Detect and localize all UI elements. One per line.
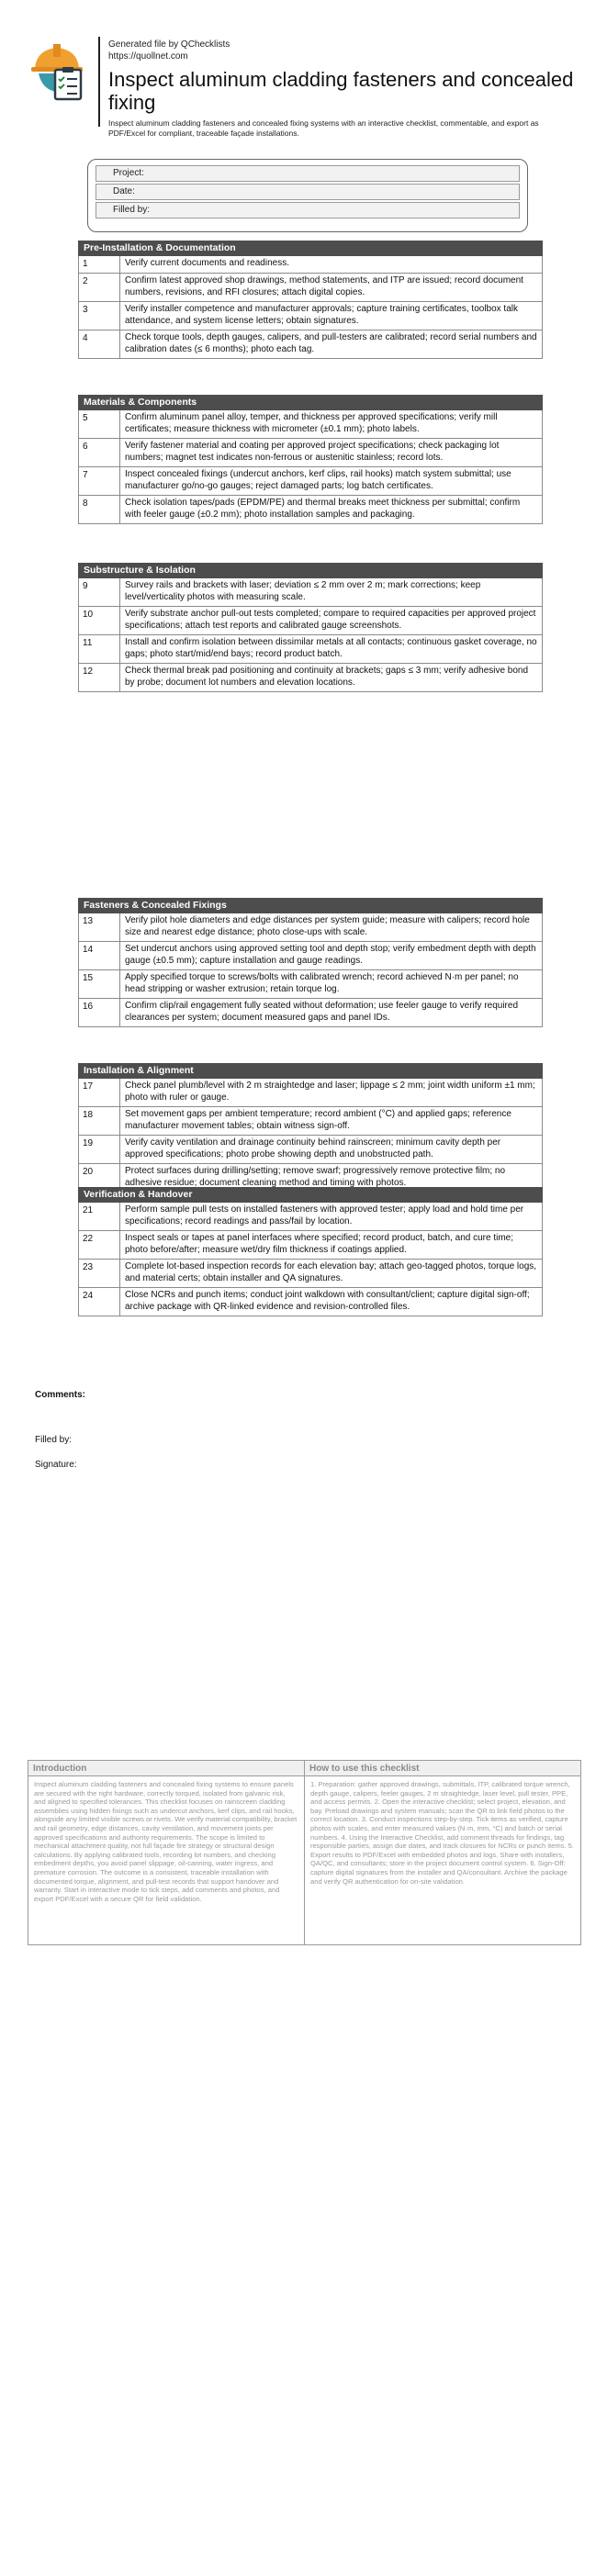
item-text: Verify substrate anchor pull-out tests completed; compare to required capacities per approved project specifications; attach test reports and calibrated gauge screenshots. [125, 609, 536, 631]
date-field[interactable]: Date: [96, 184, 520, 200]
checklist-section [78, 1187, 543, 1316]
checklist-item[interactable] [78, 1079, 543, 1107]
checklist-item[interactable] [78, 578, 543, 607]
item-number: 11 [79, 635, 120, 663]
item-number: 23 [79, 1260, 120, 1287]
item-number: 7 [79, 467, 120, 495]
comments-label: Comments: [35, 1390, 86, 1400]
item-text: Confirm clip/rail engagement fully seated without deformation; use feeler gauge to verify required clearances per system; document measured gaps and panel IDs. [125, 1001, 519, 1023]
item-number: 20 [79, 1164, 120, 1192]
checklist-item[interactable] [78, 635, 543, 664]
item-number: 14 [79, 942, 120, 969]
checklist-item[interactable] [78, 274, 543, 302]
item-number: 17 [79, 1079, 120, 1106]
item-text: Inspect concealed fixings (undercut anchors, kerf clips, rail hooks) match system submittal; use manufacturer go/no-go gauges; reject damaged parts; log batch certificates. [125, 469, 511, 491]
section-heading: Installation & Alignment [78, 1063, 543, 1079]
section-heading: Materials & Components [78, 395, 543, 410]
checklist-item[interactable] [78, 913, 543, 942]
project-field[interactable]: Project: [96, 165, 520, 182]
checklist-item[interactable] [78, 1136, 543, 1164]
item-text: Verify cavity ventilation and drainage continuity behind rainscreen; minimum cavity depth per approved specifications; photo probe showing depth and unobstructed path. [125, 1137, 501, 1159]
header-divider [98, 37, 100, 127]
item-text: Survey rails and brackets with laser; deviation ≤ 2 mm over 2 m; mark corrections; keep level/verticality photos with measuring scale. [125, 580, 481, 602]
header-text [108, 39, 577, 139]
section-heading: Substructure & Isolation [78, 563, 543, 578]
howto-text: 1. Preparation: gather approved drawings, submittals, ITP, calibrated torque wrench, depth gauge, calipers, feeler gauges, 2 m straightedge, laser level, pull tester, PPE, and access permits. 2. Open the interactive checklist; select project, elevation, and bay. Preload drawings and system manuals; scan the QR to link field photos to the correct location. 3. Conduct inspections step-by-step. Tick items as verified, capture photos with scales, and enter measured values (N·m, mm, °C) and batch or serial numbers. 4. Using the Interactive Checklist, add comment threads for findings, tag responsible parties, assign due dates, and track closures for NCRs or punch items. 5. Export results to PDF/Excel with embedded photos and logs. Share with installers, QA/QC, and consultants; store in the project document control system. 6. Sign-Off: capture digital signatures from the installer and QA/consultant. Archive the package and verify QR authentication for on-site validation. [310, 1780, 575, 1886]
checklist-item[interactable] [78, 496, 543, 524]
item-number: 16 [79, 999, 120, 1026]
checklist-section [78, 563, 543, 692]
checklist-item[interactable] [78, 302, 543, 330]
item-number: 12 [79, 664, 120, 691]
signature-label: Signature: [35, 1460, 77, 1470]
section-heading: Pre-Installation & Documentation [78, 241, 543, 256]
item-text: Check isolation tapes/pads (EPDM/PE) and thermal breaks meet thickness per submittal; confirm with feeler gauge (±0.2 mm); photo installation samples and packaging. [125, 498, 521, 520]
item-number: 15 [79, 970, 120, 998]
item-text: Close NCRs and punch items; conduct joint walkdown with consultant/client; capture digital sign-off; archive package with QR-linked evidence and revision-controlled files. [125, 1290, 530, 1312]
item-text: Install and confirm isolation between dissimilar metals at all contacts; continuous gasket coverage, no gaps; photo start/mid/end bays; record product batch. [125, 637, 537, 659]
checklist-item[interactable] [78, 410, 543, 439]
checklist-item[interactable] [78, 942, 543, 970]
checklist-item[interactable] [78, 664, 543, 692]
item-number: 9 [79, 578, 120, 606]
howto-heading: How to use this checklist [305, 1761, 580, 1776]
howto-column [304, 1761, 580, 1944]
hard-hat-checklist-logo [28, 37, 92, 101]
intro-howto-panel [28, 1760, 581, 1945]
checklist-item[interactable] [78, 970, 543, 999]
item-text: Confirm latest approved shop drawings, method statements, and ITP are issued; record document numbers, revisions, and RFI closures; attach digital copies. [125, 275, 523, 297]
item-text: Set movement gaps per ambient temperature; record ambient (°C) and applied gaps; reference manufacturer movement tables; obtain witness sign-off. [125, 1109, 511, 1131]
item-number: 1 [79, 256, 120, 273]
item-number: 10 [79, 607, 120, 634]
checklist-item[interactable] [78, 330, 543, 359]
checklist-item[interactable] [78, 607, 543, 635]
item-text: Protect surfaces during drilling/setting; remove swarf; progressively remove protective film; no adhesive residue; document cleaning method and timing with photos. [125, 1166, 506, 1188]
checklist-item[interactable] [78, 1260, 543, 1288]
checklist-section [78, 241, 543, 359]
item-text: Verify current documents and readiness. [125, 258, 289, 268]
section-heading: Verification & Handover [78, 1187, 543, 1203]
item-text: Verify fastener material and coating per approved project specifications; check packaging lot numbers; magnet test indicates non-ferrous or austenitic stainless; record lots. [125, 441, 500, 463]
item-number: 21 [79, 1203, 120, 1230]
item-number: 4 [79, 330, 120, 358]
item-number: 24 [79, 1288, 120, 1316]
item-text: Apply specified torque to screws/bolts with calibrated wrench; record achieved N·m per panel; no head stripping or washer extrusion; retain torque log. [125, 972, 519, 994]
checklist-item[interactable] [78, 439, 543, 467]
introduction-heading: Introduction [28, 1761, 304, 1776]
checklist-item[interactable] [78, 1203, 543, 1231]
introduction-column [28, 1761, 304, 1944]
item-number: 5 [79, 410, 120, 438]
item-number: 19 [79, 1136, 120, 1163]
checklist-section [78, 1063, 543, 1193]
checklist-item[interactable] [78, 1288, 543, 1316]
item-text: Set undercut anchors using approved setting tool and depth stop; verify embedment depth with depth gauge (±0.5 mm); capture installation and gauge readings. [125, 944, 536, 966]
item-text: Confirm aluminum panel alloy, temper, and thickness per approved specifications; verify mill certificates; measure thickness with micrometer (±0.1 mm); photo labels. [125, 412, 498, 434]
item-number: 18 [79, 1107, 120, 1135]
introduction-text: Inspect aluminum cladding fasteners and concealed fixing systems to ensure panels are secured with the right hardware, correctly torqued, isolated from galvanic risk, and aligned to specified tolerances. This checklist focuses on rainscreen cladding assemblies using hidden fixings such as undercut anchors, kerf clips, and rail hooks, alongside any limited visible screws or rivets. We verify material compatibility, bracket and rail geometry, edge distances, cavity ventilation, and movement joints per approved specifications and authority requirements. The scope is limited to mechanical attachment quality, not full façade fire strategy or structural design calculations. By applying calibrated tools, recording lot numbers, and checking embedment depths, you avoid panel slippage, oil-canning, water ingress, and premature corrosion. The outcome is a consistent, traceable installation with documented torque, alignment, and pull-test records that support handover and warranty. Start in interactive mode to tick steps, add comments and photos, and export PDF/Excel with a secure QR for field validation. [34, 1780, 298, 1903]
item-text: Perform sample pull tests on installed fasteners with approved tester; apply load and hold time per specifications; record readings and pass/fail by location. [125, 1204, 524, 1226]
item-number: 8 [79, 496, 120, 523]
item-number: 3 [79, 302, 120, 330]
filled-by-label: Filled by: [35, 1435, 73, 1445]
page-description: Inspect aluminum cladding fasteners and concealed fixing systems with an interactive checklist, commentable, and export as PDF/Excel for compliant, traceable façade installations. [108, 118, 539, 138]
item-number: 6 [79, 439, 120, 466]
item-number: 2 [79, 274, 120, 301]
item-text: Check thermal break pad positioning and continuity at brackets; gaps ≤ 3 mm; verify adhesive bond by probe; document lot numbers and elevation locations. [125, 666, 529, 688]
item-number: 22 [79, 1231, 120, 1259]
item-text: Check panel plumb/level with 2 m straightedge and laser; lippage ≤ 2 mm; joint width uniform ±1 mm; photo with ruler or gauge. [125, 1081, 535, 1103]
item-text: Complete lot-based inspection records for each elevation bay; attach geo-tagged photos, torque logs, and material certs; obtain installer and QA signatures. [125, 1261, 537, 1283]
item-text: Check torque tools, depth gauges, calipers, and pull-testers are calibrated; record serial numbers and calibration dates (≤ 6 months); photo each tag. [125, 332, 537, 354]
item-number: 13 [79, 913, 120, 941]
item-text: Verify installer competence and manufacturer approvals; capture training certificates, toolbox talk attendance, and system license letters; obtain signatures. [125, 304, 518, 326]
checklist-item[interactable] [78, 1231, 543, 1260]
filled-by-field[interactable]: Filled by: [96, 202, 520, 218]
source-link[interactable]: https://quollnet.com [108, 51, 188, 62]
project-info-box [87, 159, 528, 232]
checklist-item[interactable] [78, 999, 543, 1027]
item-text: Verify pilot hole diameters and edge distances per system guide; measure with calipers; record hole size and nearest edge distance; photo close-ups with scale. [125, 915, 530, 937]
checklist-section [78, 395, 543, 524]
checklist-item[interactable] [78, 256, 543, 274]
checklist-item[interactable] [78, 467, 543, 496]
checklist-item[interactable] [78, 1107, 543, 1136]
checklist-section [78, 898, 543, 1027]
item-text: Inspect seals or tapes at panel interfaces where specified; record product, batch, and cure time; photo before/after; measure wet/dry film thickness if coatings applied. [125, 1233, 514, 1255]
generated-by-text: Generated file by QChecklists [108, 39, 230, 50]
section-heading: Fasteners & Concealed Fixings [78, 898, 543, 913]
page-title: Inspect aluminum cladding fasteners and concealed fixing [108, 68, 574, 114]
